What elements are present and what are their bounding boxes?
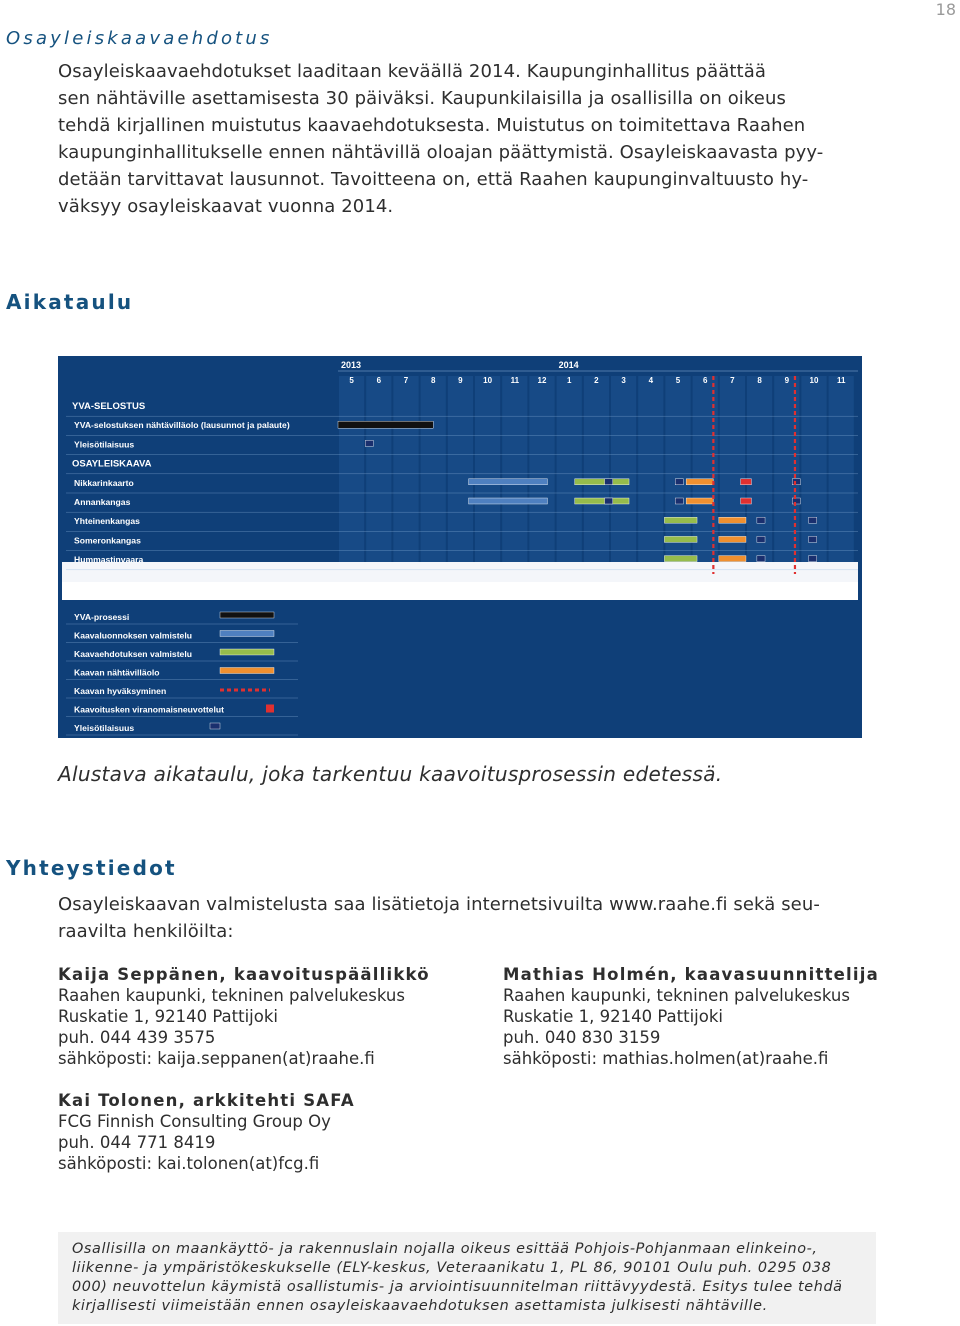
section-heading-osayleiskaavaehdotus: Osayleiskaavaehdotus [6, 28, 273, 49]
section-heading-aikataulu: Aikataulu [6, 290, 134, 314]
schedule-bar-meeting [741, 498, 752, 504]
row-label: YVA-SELOSTUS [72, 401, 146, 412]
month-label: 10 [483, 376, 493, 385]
month-label: 12 [537, 376, 547, 385]
row-label: Nikkarinkaarto [74, 477, 134, 488]
schedule-bar-public [809, 556, 817, 562]
section-heading-yhteystiedot: Yhteystiedot [6, 856, 177, 880]
month-column [801, 376, 826, 574]
month-label: 1 [566, 376, 572, 385]
contact-card-kaija-seppanen [58, 964, 430, 1069]
schedule-bar-public [605, 479, 613, 485]
schedule-bar-display [719, 536, 746, 542]
contact-phone: puh. 040 830 3159 [503, 1028, 661, 1047]
schedule-bar-public [757, 517, 765, 523]
legend-label: Kaavan nähtävilläolo [74, 667, 160, 678]
schedule-bar-public [792, 479, 800, 485]
schedule-bar-draft [664, 556, 697, 562]
schedule-bar-public [757, 536, 765, 542]
month-label: 7 [403, 376, 409, 385]
schedule-bar-public [809, 517, 817, 523]
paragraph-line: Osayleiskaavan valmistelusta saa lisätietoja internetsivuilta www.raahe.fi sekä seu- [58, 894, 820, 915]
paragraph-line: tehdä kirjallinen muistutus kaavaehdotuksesta. Muistutus on toimitettava Raahen [58, 115, 806, 136]
row-label: YVA-selostuksen nähtävilläolo (lausunnot ja palaute) [74, 420, 290, 431]
month-column [720, 376, 745, 574]
contact-phone: puh. 044 439 3575 [58, 1028, 216, 1047]
month-column [475, 376, 500, 574]
schedule-bar-display [719, 517, 746, 523]
month-label: 11 [510, 376, 520, 385]
month-label: 5 [675, 376, 681, 385]
paragraph-line: detään tarvittavat lausunnot. Tavoitteena on, että Raahen kaupunginvaltuusto hy- [58, 169, 809, 190]
schedule-bar-public [792, 498, 800, 504]
schedule-bar-draft [575, 498, 629, 504]
contact-name: Mathias Holmén, kaavasuunnittelija [503, 965, 879, 984]
month-label: 8 [757, 376, 762, 385]
month-column [339, 376, 364, 574]
month-label: 6 [376, 376, 382, 385]
contact-name: Kaija Seppänen, kaavoituspäällikkö [58, 965, 430, 984]
month-column [502, 376, 527, 574]
note-line: 000) neuvottelun käymistä osallistumis- ja arviointisuunnitelman riittävyydestä. Esitys tulee tehdä [72, 1279, 843, 1295]
row-label: OSAYLEISKAAVA [72, 458, 152, 470]
schedule-bar-public [809, 536, 817, 542]
month-column [393, 376, 418, 574]
paragraph-line: sen nähtäville asettamisesta 30 päiväksi. Kaupunkilaisilla ja osallisilla on oikeus [58, 88, 786, 109]
month-label: 9 [458, 376, 463, 385]
legend-swatch-display [220, 668, 274, 674]
month-label: 4 [648, 376, 654, 385]
month-column [611, 376, 636, 574]
contact-email: sähköposti: kaija.seppanen(at)raahe.fi [58, 1049, 375, 1068]
schedule-bar-public [675, 479, 683, 485]
schedule-bar-draft [575, 479, 629, 485]
legend-label: YVA-prosessi [74, 612, 130, 622]
legend-swatch-yva [220, 612, 274, 618]
row-label: Hummastinvaara [74, 554, 144, 565]
month-column [829, 376, 854, 574]
contact-phone: puh. 044 771 8419 [58, 1133, 216, 1152]
month-column [638, 376, 663, 574]
schedule-bar-public [605, 498, 613, 504]
section1-paragraph [58, 58, 823, 220]
month-label: 9 [784, 376, 790, 385]
schedule-bar-draft [664, 517, 697, 523]
page-number: 18 [935, 0, 956, 19]
chart-divider-white [62, 582, 858, 600]
legend-swatch-meeting [266, 705, 274, 713]
schedule-bar-display [686, 498, 713, 504]
month-column [421, 376, 446, 574]
contact-org: FCG Finnish Consulting Group Oy [58, 1112, 331, 1131]
legend-swatch-draft [220, 649, 274, 655]
note-line: Osallisilla on maankäyttö- ja rakennuslain nojalla oikeus esittää Pohjois-Pohjanmaan elinkeino-, [72, 1241, 818, 1257]
month-column [747, 376, 772, 574]
legend-label: Yleisötilaisuus [74, 723, 135, 733]
month-label: 2 [594, 376, 599, 385]
schedule-bar-public [757, 556, 765, 562]
schedule-gantt-chart [58, 356, 862, 738]
note-line: liikenne- ja ympäristökeskukselle (ELY-keskus, Veteraanikatu 1, PL 86, 90101 Oulu puh. 0295 038 [72, 1260, 832, 1276]
legend-label: Kaavan hyväksyminen [74, 686, 167, 696]
legal-note-box [58, 1232, 876, 1324]
month-column [529, 376, 554, 574]
schedule-bar-public [365, 440, 373, 446]
contact-email: sähköposti: kai.tolonen(at)fcg.fi [58, 1154, 320, 1173]
row-label: Annankangas [74, 497, 131, 507]
schedule-bar-draft [664, 536, 697, 542]
contact-address: Ruskatie 1, 92140 Pattijoki [58, 1007, 278, 1026]
legend-label: Kaavaluonnoksen valmistelu [74, 630, 192, 641]
month-label: 10 [809, 376, 819, 385]
schedule-bar-display [686, 479, 713, 485]
chart-divider-strip [62, 562, 858, 582]
paragraph-line: kaupunginhallitukselle ennen nähtävillä oloajan päättymistä. Osayleiskaavasta pyy- [58, 142, 824, 163]
schedule-bar-display [719, 556, 746, 562]
month-column [557, 376, 582, 574]
row-label: Someronkangas [74, 535, 141, 546]
legend-label: Kaavoitusken viranomaisneuvottelut [74, 704, 224, 715]
year-label: 2013 [341, 360, 362, 370]
month-column [366, 376, 391, 574]
contact-address: Ruskatie 1, 92140 Pattijoki [503, 1007, 723, 1026]
month-column [584, 376, 609, 574]
legend-swatch-prep [220, 631, 274, 637]
contact-name: Kai Tolonen, arkkitehti SAFA [58, 1091, 355, 1110]
row-label: Yleisötilaisuus [74, 439, 135, 450]
month-label: 11 [836, 376, 846, 385]
schedule-bar-prep [469, 479, 548, 485]
contact-org: Raahen kaupunki, tekninen palvelukeskus [503, 986, 850, 1005]
paragraph-line: väksyy osayleiskaavat vuonna 2014. [58, 196, 394, 217]
row-label: Yhteinenkangas [74, 516, 140, 527]
section3-paragraph [58, 891, 820, 945]
legend-label: Kaavaehdotuksen valmistelu [74, 649, 192, 659]
month-column [665, 376, 690, 574]
paragraph-line: raavilta henkilöilta: [58, 921, 234, 942]
contact-email: sähköposti: mathias.holmen(at)raahe.fi [503, 1049, 829, 1068]
contact-org: Raahen kaupunki, tekninen palvelukeskus [58, 986, 405, 1005]
schedule-bar-meeting [741, 479, 752, 485]
legend-swatch-public [210, 723, 220, 729]
contact-card-kai-tolonen [58, 1090, 355, 1174]
schedule-bar-prep [469, 498, 548, 504]
schedule-bar-yva [338, 421, 433, 428]
note-line: kirjallisesti viimeistään ennen osayleiskaavaehdotuksen asettamista julkisesti nähtäville. [72, 1298, 768, 1314]
month-label: 5 [349, 376, 354, 385]
month-column [448, 376, 473, 574]
month-label: 7 [730, 376, 735, 385]
month-label: 3 [621, 376, 626, 385]
month-label: 6 [702, 376, 708, 385]
chart-caption: Alustava aikataulu, joka tarkentuu kaavoitusprosessin edetessä. [58, 762, 723, 786]
month-label: 8 [430, 376, 436, 385]
contact-card-mathias-holmen [503, 964, 879, 1069]
year-label: 2014 [558, 360, 579, 370]
legal-note-text [72, 1240, 872, 1316]
paragraph-line: Osayleiskaavaehdotukset laaditaan keväällä 2014. Kaupunginhallitus päättää [58, 61, 766, 82]
schedule-bar-public [675, 498, 683, 504]
